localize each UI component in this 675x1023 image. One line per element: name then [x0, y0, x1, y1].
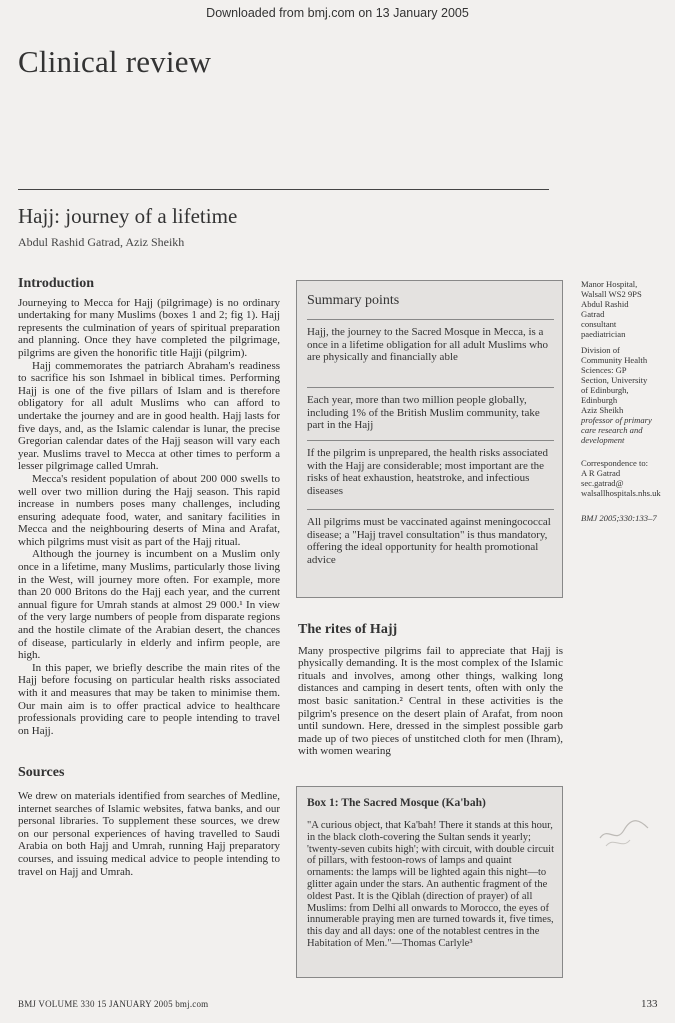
- left-column: [18, 278, 280, 878]
- box1-title: Box 1: The Sacred Mosque (Ka'bah): [307, 797, 486, 809]
- citation: BMJ 2005;330:133–7: [581, 513, 657, 523]
- article-title: Hajj: journey of a lifetime: [18, 204, 238, 228]
- summary-points-box: [296, 280, 563, 598]
- affiliation-line: professor of primary: [581, 415, 652, 425]
- affiliation-line: of Edinburgh,: [581, 385, 629, 395]
- sources-paragraph: We drew on materials identified from searches of Medline, internet searches of Islamic websites, fatwa banks, and our personal libraries. To supplement these sources, we drew on our personal experiences of having travelled to Saudi Arabia on both Hajj and Umrah, running Hajj preparatory courses, and issuing medical advice to people intending to travel on Hajj and Umrah.: [18, 789, 280, 878]
- introduction-heading: Introduction: [18, 276, 94, 291]
- affiliation-line: consultant: [581, 319, 617, 329]
- intro-paragraph: Hajj commemorates the patriarch Abraham's readiness to sacrifice his son Ishmael in biblical times. Performing Hajj is one of the five pillars of Islam and is therefore obligatory for all adult Muslims who can afford to undertake the journey and are in good health. Hajj lasts for five days, and, as the Islamic calendar is lunar, the precise Gregorian calendar dates of the Hajj season will vary each year. Muslims travel to Mecca at other times to perform a lesser pilgrimage called Umrah.: [18, 359, 280, 473]
- intro-paragraph: Mecca's resident population of about 200 000 swells to well over two million during the Hajj season. This rapid increase in numbers poses many challenges, including ensuring adequate food, water, and sanitary facilities in Mecca and the neighbouring deserts of Mina and Arafat, which pilgrims must visit as part of the Hajj ritual.: [18, 472, 280, 548]
- affiliation-line: development: [581, 435, 625, 445]
- handwritten-mark: [596, 806, 652, 856]
- correspondence: [581, 458, 673, 498]
- correspondence-line: sec.gatrad@: [581, 478, 624, 488]
- affiliation-line: Walsall WS2 9PS: [581, 289, 642, 299]
- author-affiliations: [581, 279, 673, 445]
- summary-point: All pilgrims must be vaccinated against meningococcal disease; a "Hajj travel consultation" is thus mandatory, offering the ideal opportunity for health promotional advice: [307, 509, 554, 566]
- rites-heading: The rites of Hajj: [298, 622, 398, 637]
- box1-sacred-mosque: [296, 786, 563, 978]
- affiliation-line: Community Health: [581, 355, 648, 365]
- affiliation-line: Gatrad: [581, 309, 605, 319]
- footer-journal-info: BMJ VOLUME 330 15 JANUARY 2005 bmj.com: [18, 999, 209, 1009]
- correspondence-line: Correspondence to:: [581, 458, 649, 468]
- intro-paragraph: In this paper, we briefly describe the main rites of the Hajj before focusing on particular health risks associated with it and measures that may be taken to minimise them. Our main aim is to offer practical advice to healthcare professionals providing care to people intending to travel on Hajj.: [18, 661, 280, 737]
- intro-paragraph: Although the journey is incumbent on a Muslim only once in a lifetime, many Muslims, particularly those living in the West, will journey more often. For example, more than 20 000 Britons do the Hajj each year, and the current annual figure for Umrah stands at almost 29 000.¹ In view of the very large numbers of people from disparate regions and the hostile climate of the Arabian desert, the chances of disease, particularly in elderly and infirm people, are high.: [18, 548, 280, 662]
- affiliation-line: Manor Hospital,: [581, 279, 638, 289]
- summary-point: Hajj, the journey to the Sacred Mosque in Mecca, is a once in a lifetime obligation for all adult Muslims who are physically and financially able: [307, 319, 554, 364]
- summary-point: If the pilgrim is unprepared, the health risks associated with the Hajj are considerable; most important are the risks of heat exhaustion, heatstroke, and infectious diseases: [307, 440, 554, 497]
- affiliation-line: Edinburgh: [581, 395, 618, 405]
- affiliation-line: Sciences: GP: [581, 365, 627, 375]
- affiliation-line: Aziz Sheikh: [581, 405, 624, 415]
- correspondence-line: A R Gatrad: [581, 468, 621, 478]
- title-divider: [18, 189, 549, 190]
- right-column: [298, 624, 563, 758]
- rites-paragraph: Many prospective pilgrims fail to appreciate that Hajj is physically demanding. It is the most complex of the Islamic rituals and involves, among other things, walking long distances and camping in desert tents, often with only the most basic sanitation.² Central in these activities is the pilgrim's presence on the desert plain of Arafat, from noon until sundown. Here, dressed in the simplest possible garb made up of two pieces of unstitched cloth for men (Ihram), with women wearing: [298, 644, 563, 758]
- affiliation-line: care research and: [581, 425, 643, 435]
- page-number: 133: [641, 998, 658, 1010]
- correspondence-line: walsallhospitals.nhs.uk: [581, 488, 661, 498]
- affiliation-line: Division of: [581, 345, 620, 355]
- affiliation-line: paediatrician: [581, 329, 626, 339]
- download-note: Downloaded from bmj.com on 13 January 2005: [206, 6, 469, 20]
- affiliation-line: Abdul Rashid: [581, 299, 629, 309]
- affiliation-line: Section, University: [581, 375, 648, 385]
- summary-point: Each year, more than two million people globally, including 1% of the British Muslim community, take part in the Hajj: [307, 387, 554, 432]
- box1-quote: "A curious object, that Ka'bah! There it stands at this hour, in the black cloth-covering the Sultan sends it yearly; 'twenty-seven cubits high'; with circuit, with double circuit of pillars, with festoon-rows of lamps and quaint ornaments: the lamps will be lighted again this night—to glitter again under the stars. An authentic fragment of the oldest Past. It is the Qiblah (direction of prayer) of all Muslims: from Delhi all onwards to Morocco, the eyes of innumerable praying men are turned towards it, five times, this day and all days: one of the notablest centres in the Habitation of Men."—Thomas Carlyle³: [307, 820, 554, 949]
- article-authors: Abdul Rashid Gatrad, Aziz Sheikh: [18, 235, 185, 249]
- section-title: Clinical review: [18, 44, 212, 79]
- sources-heading: Sources: [18, 765, 65, 781]
- intro-paragraph: Journeying to Mecca for Hajj (pilgrimage) is no ordinary undertaking for many Muslims (boxes 1 and 2; fig 1). Hajj represents the culmination of years of spiritual preparation and planning. Once they have completed the pilgrimage, pilgrims are given the honorific title Hajji (pilgrim).: [18, 296, 280, 359]
- summary-points-title: Summary points: [307, 293, 400, 308]
